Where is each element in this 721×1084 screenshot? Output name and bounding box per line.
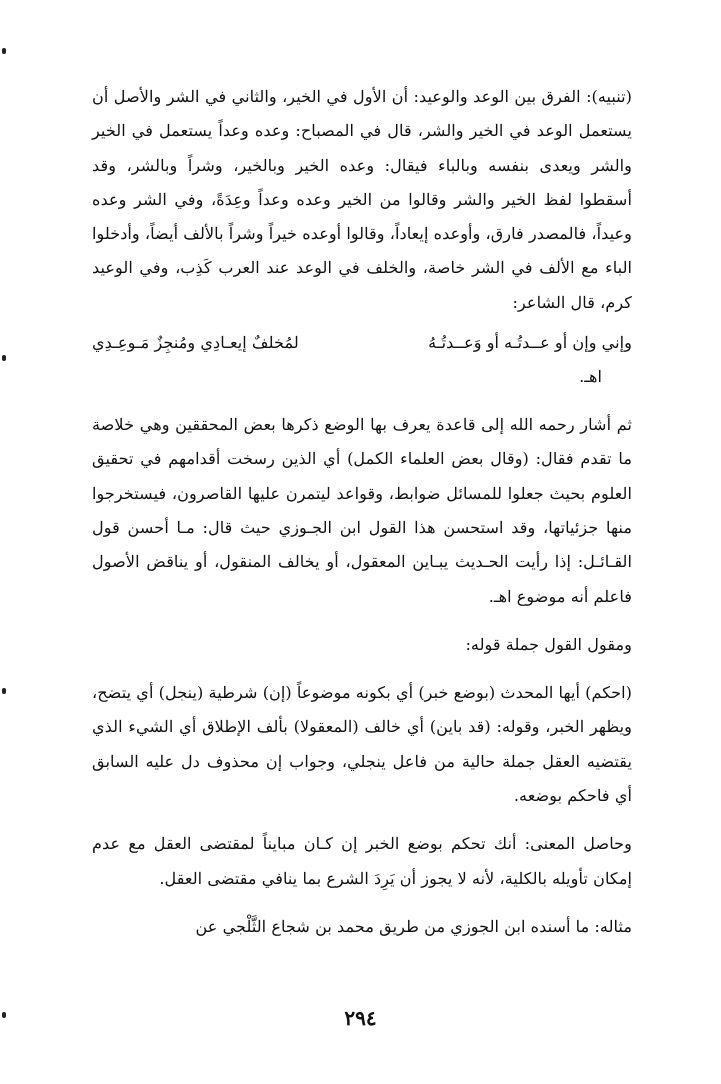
verse-second-hemistich: لمُخلفٌ إيعـادِي ومُنجِزٌ مَـوعِـدِي bbox=[92, 333, 299, 353]
paragraph-example: مثاله: ما أسنده ابن الجوزي من طريق محمد بن شجاع الثَّلْجي عن bbox=[195, 916, 632, 936]
verse-first-hemistich: وإني وإن أو عــدتُـه أو وَعــدتُـهُ bbox=[428, 333, 632, 353]
poetry-verse bbox=[92, 326, 632, 360]
paragraph-tanbih: (تنبيه): الفرق بين الوعد والوعيد: أن الأول في الخير، والثاني في الشر والأصل أن يستعمل الوعد في الخير والشر، قال في المصباح: وعده وعداً يستعمل في الخير والشر ويعدى بنفسه وبالباء فيقال: وعده الخير وبالخير، وشراً وبالشر، وقد أسقطوا لفظ الخير والشر وقالوا من الخير وعده وعداً وعِدَةً، وفي الشر وعده وعيداً، فالمصدر فارق، وأوعده إيعاداً، وقالوا أوعده خيراً وشراً بالألف أيضاً، وأدخلوا الباء مع الألف في الشر خاصة، والخلف في الوعد عند العرب كَذِب، وفي الوعيد كرم، قال الشاعر: bbox=[92, 87, 632, 312]
paragraph-statement: ومقول القول جملة قوله: bbox=[465, 634, 632, 654]
scan-mark bbox=[2, 48, 6, 54]
paragraph-commentary: (احكم) أيها المحدث (بوضع خبر) أي بكونه موضوعاً (إن) شرطية (ينجل) أي يتضح، ويظهر الخبر، وقوله: (قد باين) أي خالف (المعقولا) بألف الإطلاق أي الشيء الذي يقتضيه العقل جملة حالية من فاعل ينجلي، وجواب إن محذوف دل عليه السابق أي فاحكم بوضعه. bbox=[92, 683, 632, 806]
paragraph-rule: ثم أشار رحمه الله إلى قاعدة يعرف بها الوضع ذكرها بعض المحققين وهي خلاصة ما تقدم فقال: (وقال بعض العلماء الكمل) أي الذين رسخت أقدامهم في تحقيق العلوم بحيث جعلوا للمسائل ضوابط، وقواعد ليتمرن عليها القاصرون، فيستخرجوا منها جزئياتها، وقد استحسن هذا القول ابن الجـوزي حيث قال: مـا أحسن قول القـائـل: إذا رأيت الحـديث يبـاين المعقول، أو يخالف المنقول، أو يناقض الأصول فاعلم أنه موضوع اهـ. bbox=[92, 415, 632, 606]
paragraph-meaning: وحاصل المعنى: أنك تحكم بوضع الخبر إن كـان مبايناً لمقتضى العقل مع عدم إمكان تأويله بالكلية، لأنه لا يجوز أن يَرِدَ الشرع بما ينافي مقتضى العقل. bbox=[92, 834, 632, 888]
verse-end-mark: اهـ. bbox=[579, 367, 602, 387]
page-number: ٢٩٤ bbox=[344, 1006, 377, 1030]
scan-mark bbox=[2, 688, 6, 694]
page-content bbox=[92, 80, 632, 944]
scan-mark bbox=[2, 355, 6, 361]
